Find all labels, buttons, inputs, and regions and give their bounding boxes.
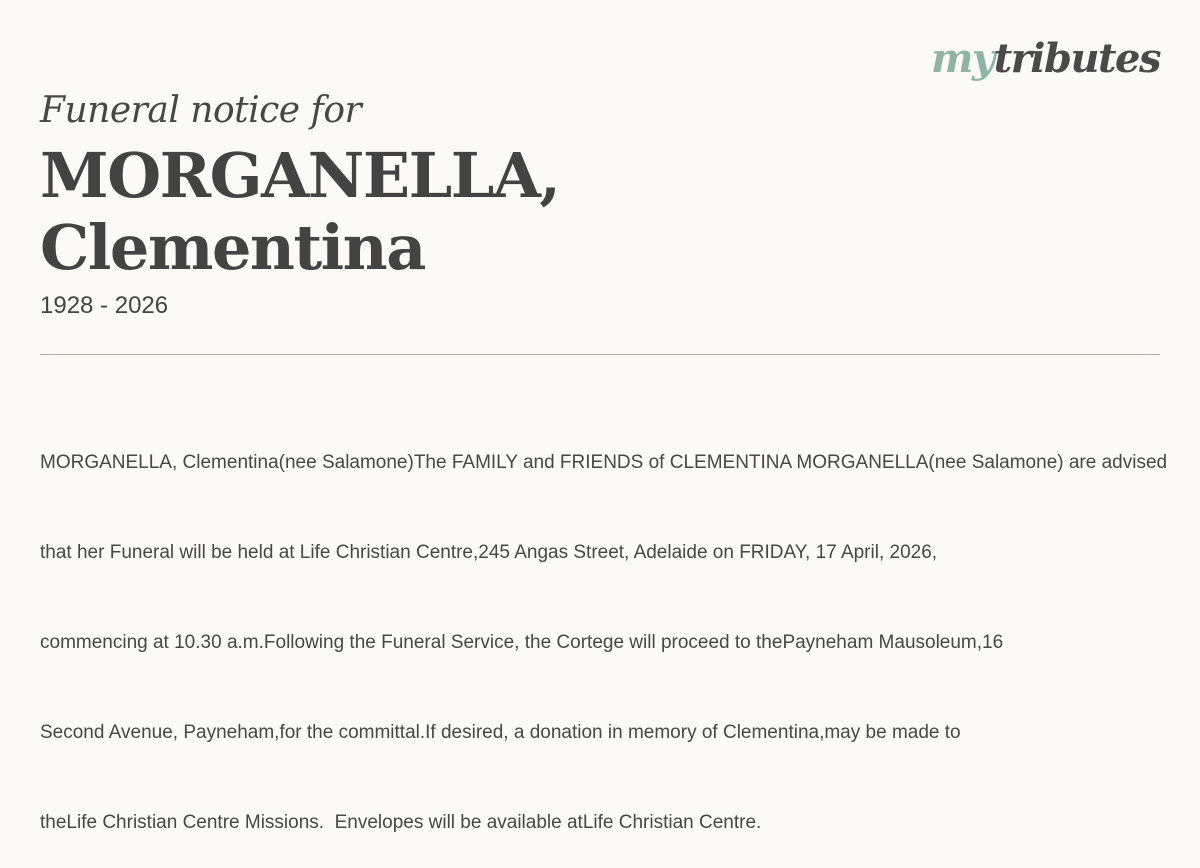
notice-body bbox=[40, 388, 1190, 833]
notice-body-line: commencing at 10.30 a.m.Following the Funeral Service, the Cortege will proceed to thePayneham Mausoleum,16 bbox=[40, 632, 1004, 653]
notice-body-line: MORGANELLA, Clementina(nee Salamone)The FAMILY and FRIENDS of CLEMENTINA MORGANELLA(nee Salamone) are advised bbox=[40, 452, 1168, 473]
deceased-given-name: Clementina bbox=[40, 211, 425, 284]
logo-tributes-text: tributes bbox=[993, 35, 1160, 82]
section-divider bbox=[40, 354, 1160, 355]
life-years: 1928 - 2026 bbox=[40, 292, 169, 319]
deceased-surname: MORGANELLA, bbox=[40, 139, 560, 212]
notice-body-line: theLife Christian Centre Missions. Envelopes will be available atLife Christian Centre. bbox=[40, 812, 762, 833]
logo-my-text: my bbox=[931, 35, 994, 82]
notice-body-line: that her Funeral will be held at Life Christian Centre,245 Angas Street, Adelaide on FRIDAY, 17 April, 2026, bbox=[40, 542, 938, 563]
deceased-name bbox=[40, 140, 560, 284]
notice-heading: Funeral notice for bbox=[40, 90, 362, 131]
mytributes-logo[interactable] bbox=[931, 34, 1160, 84]
notice-body-line: Second Avenue, Payneham,for the committal.If desired, a donation in memory of Clementina,may be made to bbox=[40, 722, 961, 743]
